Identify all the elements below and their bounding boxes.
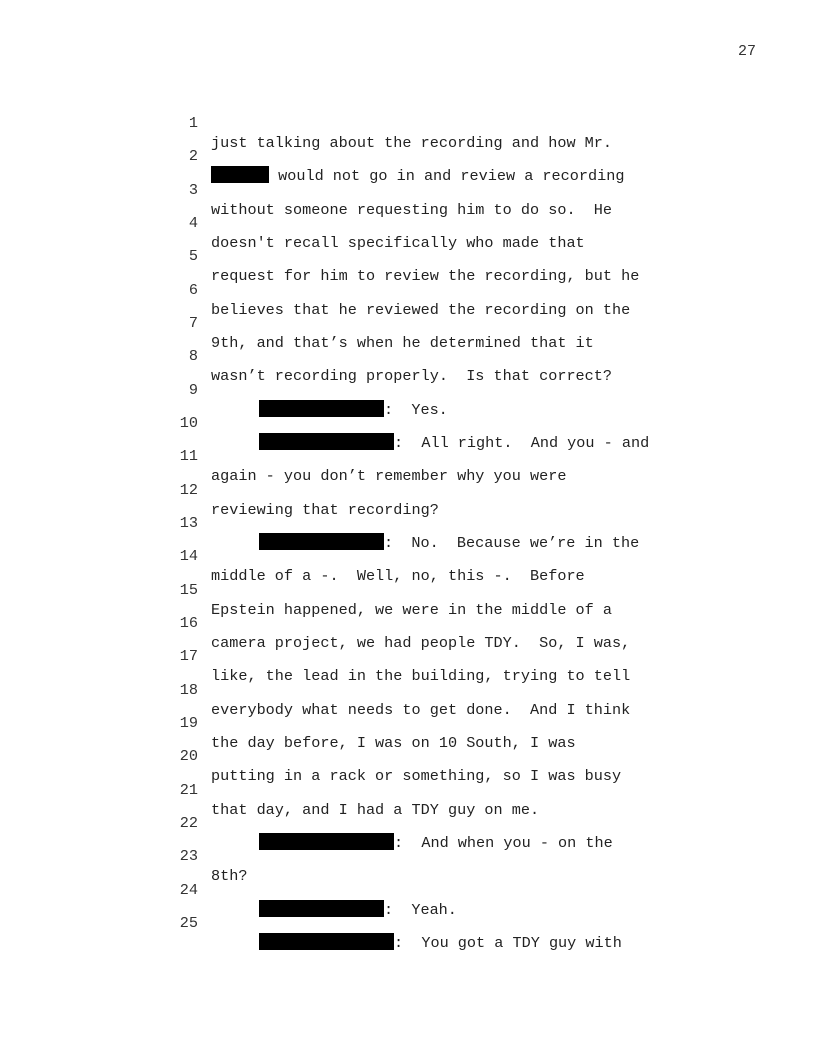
transcript-line	[170, 326, 690, 386]
line-text: everybody what needs to get done. And I think	[211, 700, 631, 719]
transcript-line	[170, 360, 690, 419]
line-number: 23	[179, 847, 198, 866]
transcript-body	[170, 93, 690, 952]
line-number: 21	[179, 780, 198, 799]
line-text: like, the lead in the building, trying to tell	[211, 667, 631, 686]
line-text: 9th, and that’s when he determined that it	[211, 333, 594, 352]
line-number: 18	[179, 680, 198, 699]
line-number: 12	[179, 480, 198, 499]
line-number: 24	[179, 880, 198, 899]
line-number: 14	[179, 547, 198, 566]
transcript-line	[170, 93, 690, 152]
transcript-line	[170, 226, 690, 286]
line-number: 7	[188, 313, 198, 332]
line-number: 3	[188, 180, 198, 199]
line-number: 25	[179, 913, 198, 932]
transcript-line	[170, 393, 690, 452]
line-number: 10	[179, 413, 198, 432]
line-text: : No. Because we’re in the	[384, 533, 640, 552]
transcript-line	[170, 460, 690, 519]
line-text: camera project, we had people TDY. So, I was,	[211, 633, 631, 652]
transcript-line	[170, 426, 690, 486]
line-text: reviewing that recording?	[211, 500, 439, 519]
line-text: : Yes.	[384, 400, 448, 419]
line-text: that day, and I had a TDY guy on me.	[211, 800, 540, 819]
line-number: 17	[179, 647, 198, 666]
line-text: : All right. And you - and	[394, 433, 650, 452]
line-text: : You got a TDY guy with	[394, 933, 622, 952]
transcript-line	[170, 493, 690, 552]
transcript-line	[170, 826, 690, 886]
line-text: : And when you - on the	[394, 833, 613, 852]
transcript-line	[170, 160, 690, 219]
line-number: 20	[179, 747, 198, 766]
line-number: 4	[188, 213, 198, 232]
line-number: 8	[188, 347, 198, 366]
transcript-line	[170, 560, 690, 619]
line-text: again - you don’t remember why you were	[211, 467, 567, 486]
line-number: 5	[188, 247, 198, 266]
transcript-line	[170, 893, 690, 952]
line-text: middle of a -. Well, no, this -. Before	[211, 567, 585, 586]
transcript-line	[170, 526, 690, 586]
line-number: 9	[188, 380, 198, 399]
line-text: doesn't recall specifically who made that	[211, 233, 585, 252]
transcript-line	[170, 693, 690, 752]
line-text: would not go in and review a recording	[269, 167, 625, 186]
line-text: request for him to review the recording, but he	[211, 267, 640, 286]
line-number: 1	[188, 114, 198, 132]
line-text: Epstein happened, we were in the middle of a	[211, 600, 613, 619]
transcript-line	[170, 760, 690, 819]
line-number: 11	[179, 447, 198, 466]
transcript-line	[170, 660, 690, 719]
line-text: without someone requesting him to do so. He	[211, 200, 613, 219]
line-text: just talking about the recording and how Mr.	[211, 134, 613, 152]
transcript-line	[170, 860, 690, 919]
line-text: the day before, I was on 10 South, I was	[211, 733, 576, 752]
line-text: 8th?	[211, 867, 248, 886]
speaker-redaction-box	[259, 933, 394, 950]
line-text: putting in a rack or something, so I was busy	[211, 767, 622, 786]
transcript-line	[170, 726, 690, 786]
transcript-line	[170, 260, 690, 319]
line-number: 13	[179, 513, 198, 532]
transcript-line	[170, 593, 690, 652]
line-number: 19	[179, 713, 198, 732]
line-number: 6	[188, 280, 198, 299]
speaker-line	[211, 933, 622, 953]
line-text: believes that he reviewed the recording on the	[211, 300, 631, 319]
transcript-line	[170, 126, 690, 186]
page-number: 27	[738, 43, 757, 60]
line-number: 16	[179, 613, 198, 632]
line-number: 22	[179, 813, 198, 832]
transcript-line	[170, 293, 690, 352]
transcript-line	[170, 793, 690, 852]
line-text: wasn’t recording properly. Is that correct?	[211, 367, 613, 386]
line-number: 2	[188, 147, 198, 166]
line-number: 15	[179, 580, 198, 599]
transcript-line	[170, 626, 690, 686]
transcript-line	[170, 193, 690, 252]
line-text: : Yeah.	[384, 900, 457, 919]
